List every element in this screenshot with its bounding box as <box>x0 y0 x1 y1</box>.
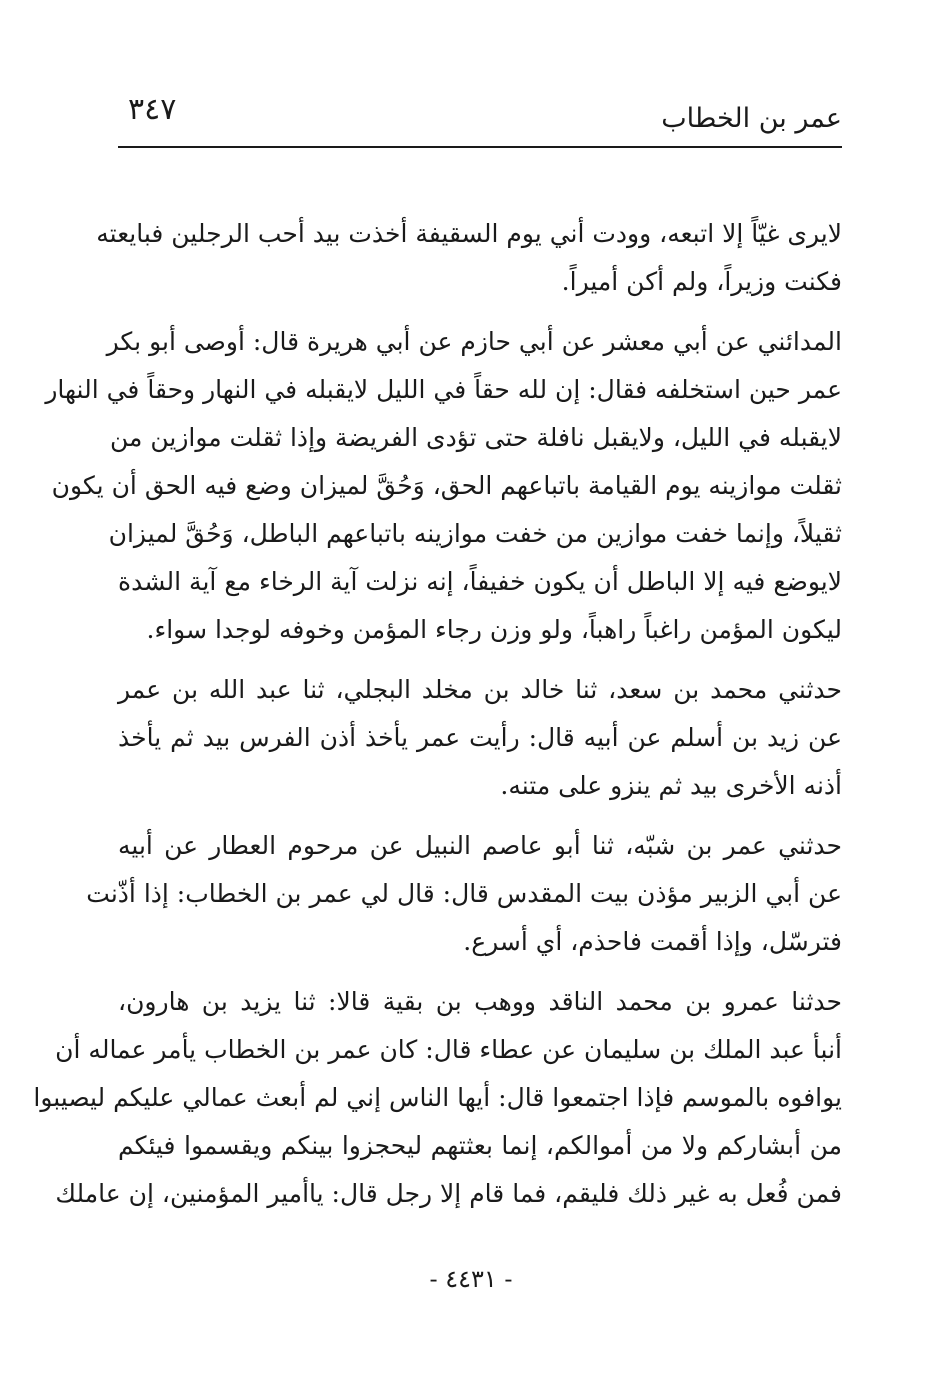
text-line: ثقيلاً، وإنما خفت موازين من خفت موازينه باتباعهم الباطل، وَحُقَّ لميزان <box>108 519 842 548</box>
text-line: ليكون المؤمن راغباً راهباً، ولو وزن رجاء المؤمن وخوفه لوجدا سواء. <box>146 615 842 644</box>
text-line: لايوضع فيه إلا الباطل أن يكون خفيفاً، إنه نزلت آية الرخاء مع آية الشدة <box>118 567 842 596</box>
paragraph-gap <box>118 810 842 822</box>
paragraph <box>96 210 842 306</box>
running-title: عمر بن الخطاب <box>661 103 842 134</box>
text-line: عن أبي الزبير مؤذن بيت المقدس قال: قال لي عمر بن الخطاب: إذا أذّنت <box>86 879 842 908</box>
text-line: ثقلت موازينه يوم القيامة باتباعهم الحق، وَحُقَّ لميزان وضع فيه الحق أن يكون <box>51 471 842 500</box>
body-text <box>33 210 842 1218</box>
text-line: من أبشاركم ولا من أموالكم، إنما بعثتهم ليحجزوا بينكم ويقسموا فيئكم <box>118 1131 842 1160</box>
paragraph-gap <box>118 306 842 318</box>
text-line: لايرى غيّاً إلا اتبعه، وودت أني يوم السقيفة أخذت بيد أحب الرجلين فبايعته <box>96 219 842 248</box>
paragraph <box>33 978 842 1218</box>
text-line: المدائني عن أبي معشر عن أبي حازم عن أبي هريرة قال: أوصى أبو بكر <box>106 327 842 356</box>
text-line: فمن فُعل به غير ذلك فليقم، فما قام إلا رجل قال: ياأمير المؤمنين، إن عاملك <box>55 1179 842 1208</box>
paragraph <box>118 666 842 810</box>
text-line: فترسّل، وإذا أقمت فاحذم، أي أسرع. <box>463 927 842 956</box>
paragraph-gap <box>118 966 842 978</box>
paragraph <box>86 822 842 966</box>
paragraph <box>45 318 842 654</box>
page-number: ٣٤٧ <box>128 92 177 127</box>
text-line: أنبأ عبد الملك بن سليمان عن عطاء قال: كان عمر بن الخطاب يأمر عماله أن <box>55 1035 842 1064</box>
text-line: لايقبله في الليل، ولايقبل نافلة حتى تؤدى الفريضة وإذا ثقلت موازين من <box>109 423 842 452</box>
text-line: حدثني محمد بن سعد، ثنا خالد بن مخلد البجلي، ثنا عبد الله بن عمر <box>118 675 842 704</box>
text-line: فكنت وزيراً، ولم أكن أميراً. <box>561 267 842 296</box>
page-footer <box>0 1264 942 1294</box>
text-line: عن زيد بن أسلم عن أبيه قال: رأيت عمر يأخذ أذن الفرس بيد ثم يأخذ <box>118 723 842 752</box>
text-line: عمر حين استخلفه فقال: إن لله حقاً في الليل لايقبله في النهار وحقاً في النهار <box>45 375 842 404</box>
text-line: حدثني عمر بن شبّه، ثنا أبو عاصم النبيل عن مرحوم العطار عن أبيه <box>118 831 842 860</box>
text-line: يوافوه بالموسم فإذا اجتمعوا قال: أيها الناس إني لم أبعث عمالي عليكم ليصيبوا <box>33 1083 842 1112</box>
footer-page-number: - ٤٤٣١ - <box>429 1265 513 1293</box>
header-divider <box>118 146 842 148</box>
paragraph-gap <box>118 654 842 666</box>
text-line: حدثنا عمرو بن محمد الناقد ووهب بن بقية قالا: ثنا يزيد بن هارون، <box>118 987 842 1016</box>
text-line: أذنه الأخرى بيد ثم ينزو على متنه. <box>500 771 842 800</box>
page-header <box>118 88 842 138</box>
